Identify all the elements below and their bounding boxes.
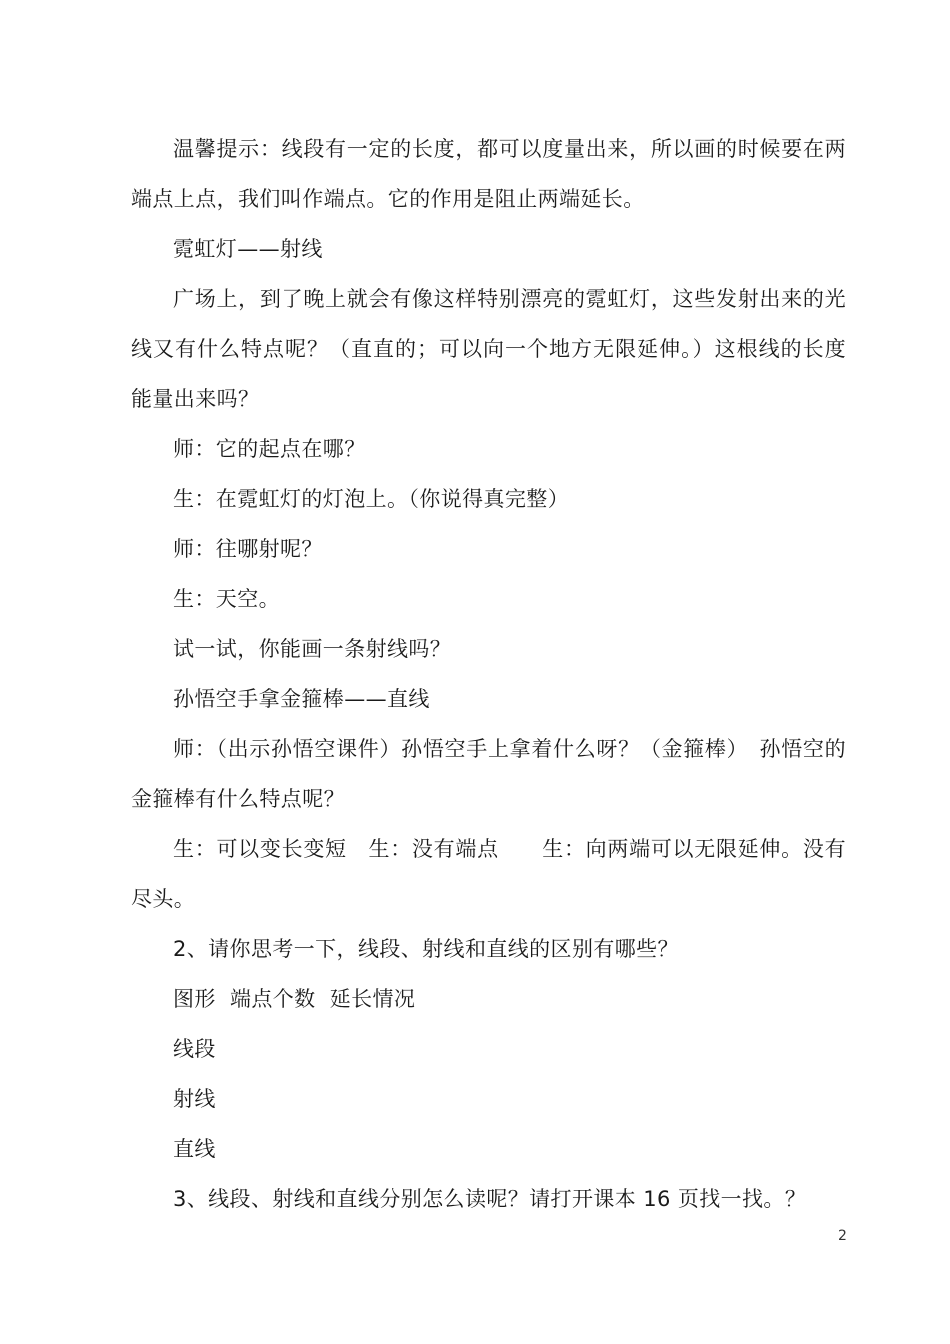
- table-row-line: 直线: [173, 1137, 216, 1161]
- dialogue-line: 师：它的起点在哪？: [173, 437, 366, 461]
- heading-golden-staff-line: 孙悟空手拿金箍棒——直线: [173, 687, 430, 711]
- paragraph-neon-description: 广场上，到了晚上就会有像这样特别漂亮的霓虹灯，这些发射出来的光线又有什么特点呢？（直直的；可以向一个地方无限延伸。）这根线的长度能量出来吗？: [131, 287, 846, 411]
- dialogue-line: 生：可以变长变短 生：没有端点 生：向两端可以无限延伸。没有尽头。: [131, 837, 846, 911]
- paragraph-tip: 温馨提示：线段有一定的长度，都可以度量出来，所以画的时候要在两端点上点，我们叫作端点。它的作用是阻止两端延长。: [131, 137, 846, 211]
- dialogue-line: 生：在霓虹灯的灯泡上。（你说得真完整）: [173, 487, 570, 511]
- paragraph-try-drawing: 试一试，你能画一条射线吗？: [173, 637, 452, 661]
- table-header-row: 图形 端点个数 延长情况: [173, 987, 416, 1011]
- dialogue-line: 师：往哪射呢？: [173, 537, 323, 561]
- table-row-ray: 射线: [173, 1087, 216, 1111]
- dialogue-line: 师：（出示孙悟空课件）孙悟空手上拿着什么呀？（金箍棒） 孙悟空的金箍棒有什么特点呢？: [131, 737, 846, 811]
- table-row-segment: 线段: [173, 1037, 216, 1061]
- heading-neon-ray: 霓虹灯——射线: [173, 237, 323, 261]
- question-item-2: 2、请你思考一下，线段、射线和直线的区别有哪些？: [173, 937, 679, 961]
- page-number: 2: [838, 1228, 847, 1244]
- question-item-3: 3、线段、射线和直线分别怎么读呢？请打开课本 16 页找一找。？: [173, 1187, 807, 1211]
- document-body: [131, 124, 846, 1224]
- dialogue-line: 生：天空。: [173, 587, 280, 611]
